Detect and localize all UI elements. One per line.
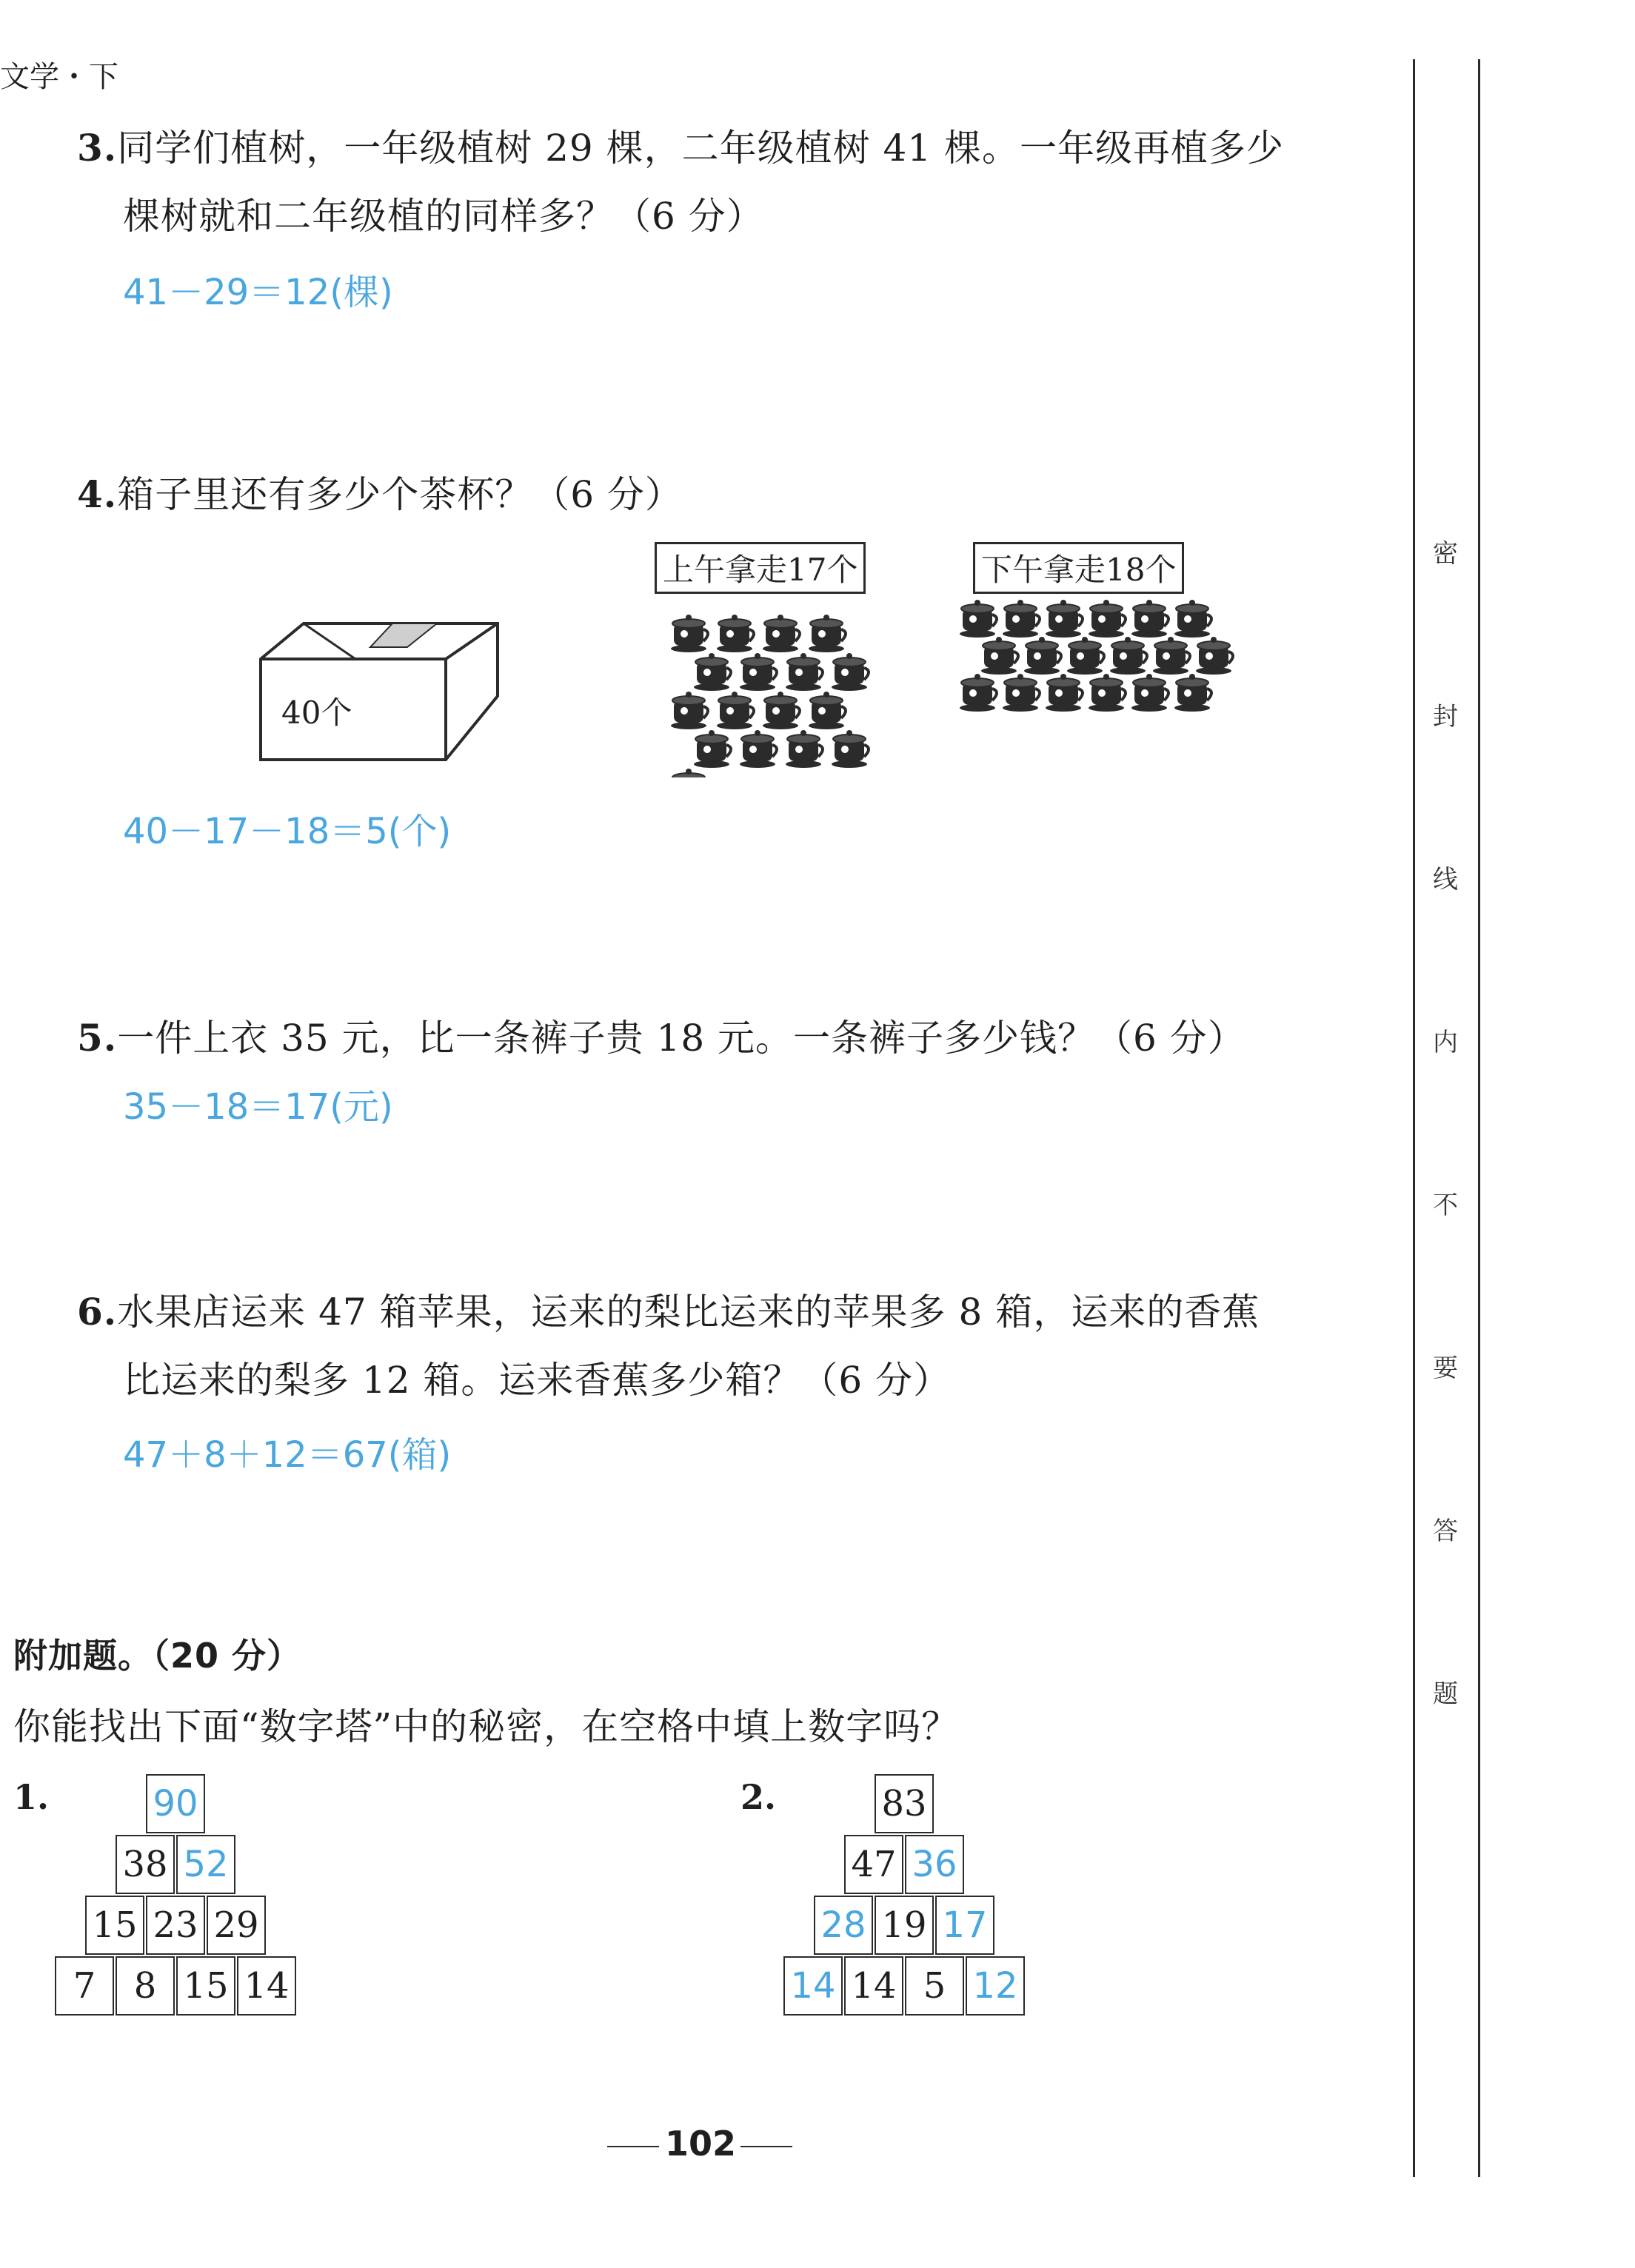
tower-cell: 15 — [176, 1956, 235, 2016]
teacup-icon — [694, 653, 731, 691]
tower-cell: 14 — [237, 1956, 296, 2016]
question-number: 4. — [77, 472, 118, 516]
tower-cell: 38 — [116, 1835, 175, 1894]
tower-cell: 5 — [905, 1956, 964, 2016]
page-header: 文学・下 — [0, 60, 118, 94]
question-number: 3. — [77, 126, 118, 170]
tower-2-label: 2. — [740, 1777, 777, 1817]
question-5 — [77, 1004, 1246, 1072]
teacup-icon — [1003, 600, 1040, 638]
tower-cell: 47 — [844, 1835, 903, 1894]
question-line: 棵树就和二年级植的同样多？（6 分） — [123, 195, 764, 238]
teacup-icon — [832, 730, 869, 768]
answer-6: 47＋8＋12＝67(箱) — [123, 1434, 452, 1476]
binding-line-inner — [1413, 59, 1415, 2177]
teacup-icon — [1024, 637, 1061, 675]
afternoon-cups — [955, 592, 1266, 763]
tower-cell: 36 — [905, 1835, 964, 1894]
footer-rule-right — [740, 2146, 792, 2147]
tower-cell: 83 — [875, 1774, 934, 1833]
morning-cups — [666, 607, 889, 777]
seal-char: 线 — [1433, 865, 1458, 894]
teacup-icon — [717, 615, 754, 652]
teacup-icon — [763, 692, 800, 729]
teacup-icon — [1046, 674, 1083, 712]
tower-cell: 14 — [783, 1956, 843, 2016]
teacup-icon — [1196, 637, 1233, 675]
teacup-icon — [1089, 600, 1126, 638]
question-line: 一件上衣 35 元，比一条裤子贵 18 元。一条裤子多少钱？（6 分） — [117, 1017, 1246, 1060]
seal-char: 要 — [1433, 1354, 1458, 1383]
question-line: 比运来的梨多 12 箱。运来香蕉多少箱？（6 分） — [123, 1359, 952, 1402]
teacup-icon — [671, 615, 708, 652]
teacup-icon — [1131, 600, 1168, 638]
teacup-icon — [671, 692, 708, 729]
teacup-icon — [960, 674, 997, 712]
tower-1-label: 1. — [13, 1777, 50, 1817]
tower-cell: 17 — [935, 1896, 994, 1955]
question-4 — [77, 461, 683, 529]
teacup-icon — [1110, 637, 1147, 675]
teacup-icon — [740, 730, 777, 768]
teacup-icon — [1046, 600, 1083, 638]
teacup-icon — [1003, 674, 1040, 712]
tower-cell: 28 — [814, 1896, 873, 1955]
question-number: 5. — [77, 1016, 118, 1060]
bonus-prompt: 你能找出下面“数字塔”中的秘密，在空格中填上数字吗？ — [13, 1705, 960, 1748]
seal-char: 密 — [1433, 539, 1458, 569]
tower-cell: 52 — [176, 1835, 235, 1894]
morning-label: 上午拿走17个 — [655, 542, 866, 594]
tower-cell: 19 — [875, 1896, 934, 1955]
teacup-icon — [671, 769, 708, 777]
teacup-icon — [786, 730, 823, 768]
teacup-icon — [717, 692, 754, 729]
teacup-icon — [763, 615, 800, 652]
tower-cell: 23 — [146, 1896, 205, 1955]
teacup-icon — [786, 653, 823, 691]
teacup-icon — [832, 653, 869, 691]
question-line: 箱子里还有多少个茶杯？（6 分） — [117, 473, 683, 516]
teacup-icon — [809, 615, 846, 652]
seal-char: 不 — [1433, 1191, 1458, 1220]
question-number: 6. — [77, 1290, 118, 1334]
teacup-icon — [981, 637, 1018, 675]
tower-cell: 15 — [85, 1896, 144, 1955]
question-6 — [77, 1278, 1260, 1414]
teacup-icon — [740, 653, 777, 691]
seal-char: 内 — [1433, 1028, 1458, 1057]
teacup-icon — [1131, 674, 1168, 712]
tower-cell: 12 — [966, 1956, 1025, 2016]
answer-5: 35－18＝17(元) — [123, 1086, 393, 1128]
teacup-icon — [1089, 674, 1126, 712]
seal-char: 题 — [1433, 1679, 1458, 1709]
teacup-icon — [809, 692, 846, 729]
teacup-icon — [1067, 637, 1104, 675]
tower-cell: 8 — [116, 1956, 175, 2016]
afternoon-label: 下午拿走18个 — [973, 542, 1184, 594]
tower-cell: 90 — [146, 1774, 205, 1833]
question-3 — [77, 114, 1284, 250]
tower-cell: 29 — [207, 1896, 266, 1955]
seal-char: 封 — [1433, 702, 1458, 732]
teacup-icon — [694, 730, 731, 768]
tower-cell: 7 — [55, 1956, 114, 2016]
answer-3: 41－29＝12(棵) — [123, 272, 393, 313]
teacup-icon — [1174, 674, 1211, 712]
question-line: 同学们植树，一年级植树 29 棵，二年级植树 41 棵。一年级再植多少 — [117, 127, 1285, 170]
seal-char: 答 — [1433, 1516, 1458, 1546]
tower-cell: 14 — [844, 1956, 903, 2016]
teacup-icon — [1153, 637, 1190, 675]
binding-line-outer — [1478, 59, 1480, 2177]
teacup-icon — [960, 600, 997, 638]
footer-rule-left — [607, 2146, 659, 2147]
teacup-icon — [1174, 600, 1211, 638]
answer-4: 40－17－18＝5(个) — [123, 811, 452, 852]
box-label: 40个 — [281, 695, 352, 731]
bonus-title: 附加题。（20 分） — [13, 1636, 302, 1676]
page-number: 102 — [665, 2124, 737, 2164]
question-line: 水果店运来 47 箱苹果，运来的梨比运来的苹果多 8 箱，运来的香蕉 — [117, 1291, 1260, 1334]
